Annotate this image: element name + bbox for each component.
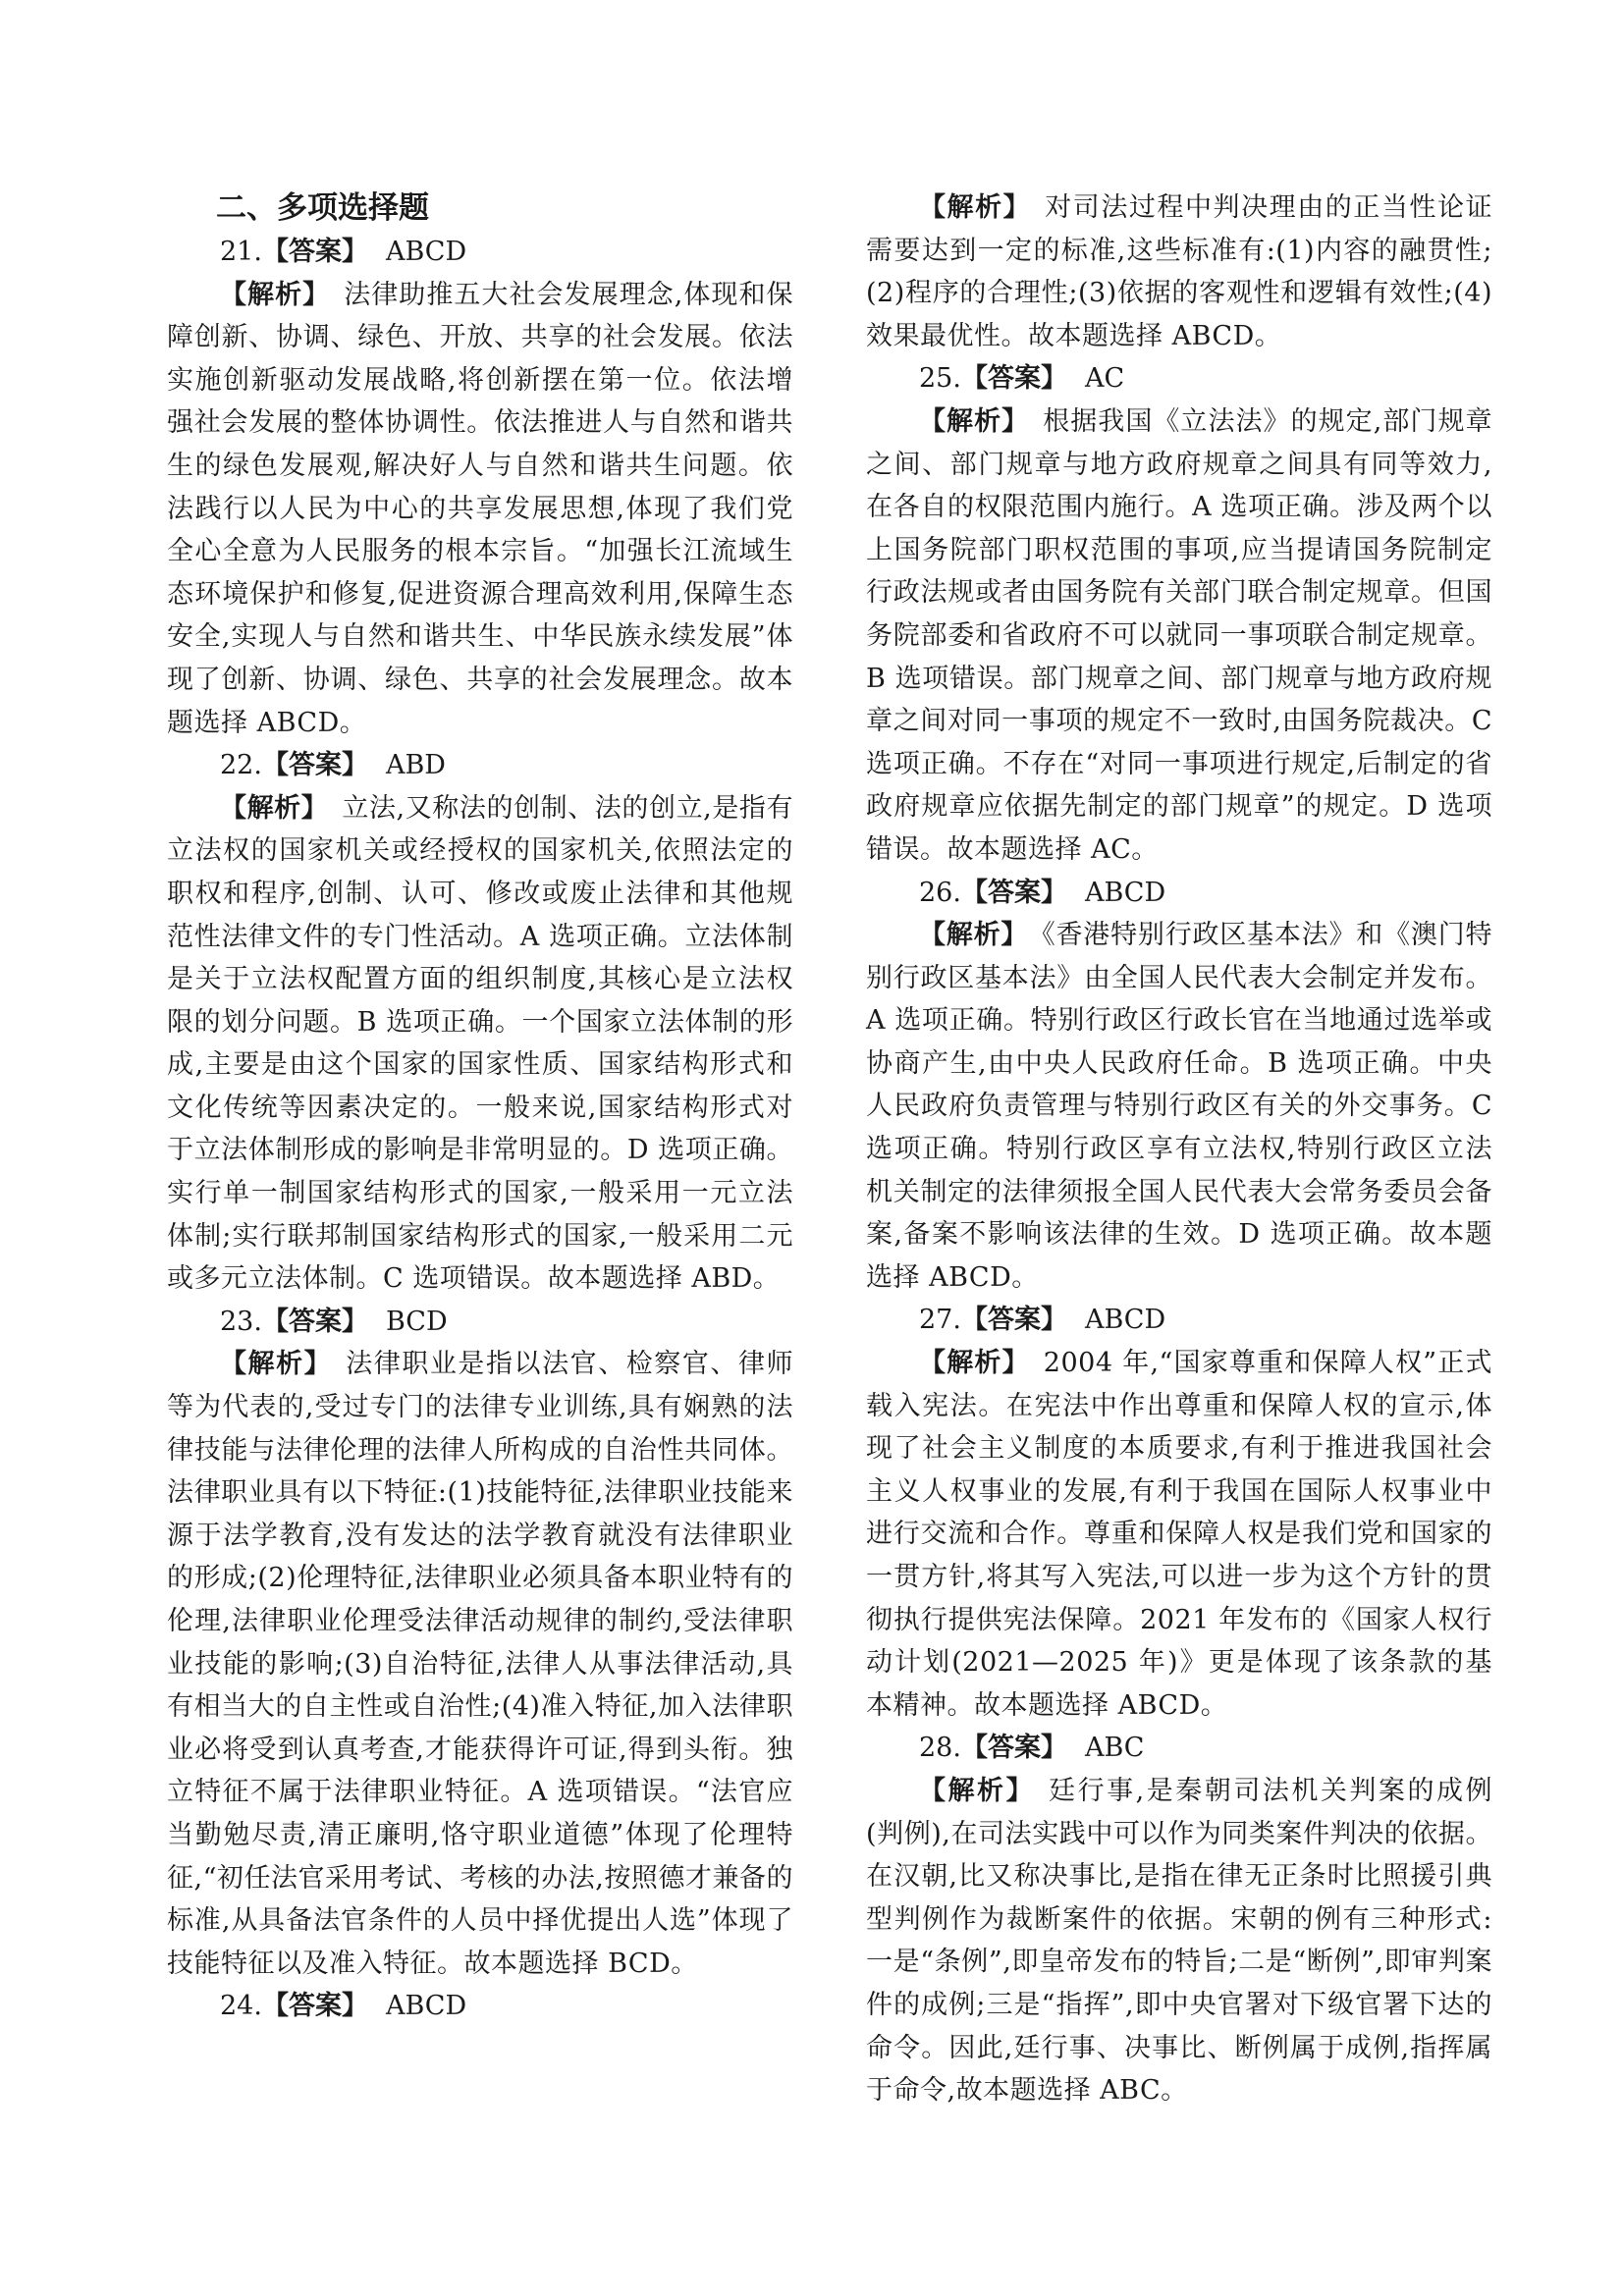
- right-column: [866, 187, 1492, 2189]
- analysis-label: 【解析】: [919, 1775, 1036, 1806]
- analysis-label: 【解析】: [919, 405, 1030, 437]
- answer-label: 【答案】: [960, 363, 1067, 395]
- section-title: 二、多项选择题: [216, 190, 429, 226]
- analysis-label: 【解析】: [220, 1349, 333, 1380]
- answer-value: ABCD: [385, 1991, 467, 2022]
- analysis-label: 【解析】: [220, 792, 329, 824]
- answer-label: 【答案】: [261, 237, 368, 267]
- analysis-label: 【解析】: [919, 920, 1029, 951]
- analysis-text: 根据我国《立法法》的规定,部门规章之间、部门规章与地方政府规章之间具有同等效力,在各自的权限范围内施行。A 选项正确。涉及两个以上国务院部门职权范围的事项,应当提请国务院制定行政法规或者由国务院有关部门联合制定规章。但国务院部委和省政府不可以就同一事项联合制定规章。B 选项错误。部门规章之间、部门规章与地方政府规章之间对同一事项的规定不一致时,由国务院裁决。C 选项正确。不存在“对同一事项进行规定,后制定的省政府规章应依据先制定的部门规章”的规定。D 选项错误。故本题选择 AC。: [866, 405, 1492, 865]
- analysis-paragraph-28: [866, 1770, 1492, 2112]
- analysis-paragraph-21: [167, 274, 793, 745]
- answer-label: 【答案】: [960, 1733, 1067, 1764]
- answer-line-21: [220, 231, 793, 274]
- answer-value: ABCD: [1084, 1305, 1166, 1336]
- answer-value: ABC: [1084, 1733, 1145, 1764]
- question-number: 24.: [220, 1991, 262, 2022]
- answer-line-27: [919, 1299, 1492, 1342]
- question-number: 28.: [919, 1733, 961, 1764]
- analysis-text: 《香港特别行政区基本法》和《澳门特别行政区基本法》由全国人民代表大会制定并发布。A 选项正确。特别行政区行政长官在当地通过选举或协商产生,由中央人民政府任命。B 选项正确。中央人民政府负责管理与特别行政区有关的外交事务。C 选项正确。特别行政区享有立法权,特别行政区立法机关制定的法律须报全国人民代表大会常务委员会备案,备案不影响该法律的生效。D 选项正确。故本题选择 ABCD。: [866, 920, 1493, 1293]
- analysis-paragraph-24: [866, 187, 1492, 357]
- analysis-paragraph-25: [866, 400, 1492, 872]
- question-number: 26.: [919, 877, 961, 908]
- answer-line-25: [919, 357, 1492, 400]
- analysis-label: 【解析】: [220, 279, 331, 310]
- answer-label: 【答案】: [261, 750, 368, 781]
- question-number: 22.: [220, 750, 262, 781]
- answer-value: AC: [1084, 363, 1125, 395]
- analysis-paragraph-27: [866, 1342, 1492, 1727]
- answer-label: 【答案】: [261, 1306, 368, 1337]
- page-content: [167, 187, 1492, 2189]
- analysis-paragraph-22: [167, 787, 793, 1301]
- question-number: 27.: [919, 1305, 961, 1336]
- question-number: 25.: [919, 363, 961, 395]
- answer-value: ABCD: [385, 237, 467, 267]
- answer-line-26: [919, 872, 1492, 915]
- question-number: 23.: [220, 1306, 262, 1337]
- answer-label: 【答案】: [261, 1991, 368, 2022]
- question-number: 21.: [220, 237, 262, 267]
- answer-value: BCD: [385, 1306, 448, 1337]
- analysis-text: 法律职业是指以法官、检察官、律师等为代表的,受过专门的法律专业训练,具有娴熟的法律技能与法律伦理的法律人所构成的自治性共同体。法律职业具有以下特征:(1)技能特征,法律职业技能来源于法学教育,没有发达的法学教育就没有法律职业的形成;(2)伦理特征,法律职业必须具备本职业特有的伦理,法律职业伦理受法律活动规律的制约,受法律职业技能的影响;(3)自治特征,法律人从事法律活动,具有相当大的自主性或自治性;(4)准入特征,加入法律职业必将受到认真考查,才能获得许可证,得到头衔。独立特征不属于法律职业特征。A 选项错误。“法官应当勤勉尽责,清正廉明,恪守职业道德”体现了伦理特征,“初任法官采用考试、考核的办法,按照德才兼备的标准,从具备法官条件的人员中择优提出人选”体现了技能特征以及准入特征。故本题选择 BCD。: [167, 1349, 794, 1979]
- answer-line-22: [220, 744, 793, 787]
- analysis-text: 立法,又称法的创制、法的创立,是指有立法权的国家机关或经授权的国家机关,依照法定的职权和程序,创制、认可、修改或废止法律和其他规范性法律文件的专门性活动。A 选项正确。立法体制是关于立法权配置方面的组织制度,其核心是立法权限的划分问题。B 选项正确。一个国家立法体制的形成,主要是由这个国家的国家性质、国家结构形式和文化传统等因素决定的。一般来说,国家结构形式对于立法体制形成的影响是非常明显的。D 选项正确。实行单一制国家结构形式的国家,一般采用一元立法体制;实行联邦制国家结构形式的国家,一般采用二元或多元立法体制。C 选项错误。故本题选择 ABD。: [167, 792, 794, 1295]
- analysis-text: 2004 年,“国家尊重和保障人权”正式载入宪法。在宪法中作出尊重和保障人权的宣示,体现了社会主义制度的本质要求,有利于推进我国社会主义人权事业的发展,有利于我国在国际人权事业中进行交流和合作。尊重和保障人权是我们党和国家的一贯方针,将其写入宪法,可以进一步为这个方针的贯彻执行提供宪法保障。2021 年发布的《国家人权行动计划(2021—2025 年)》更是体现了该条款的基本精神。故本题选择 ABCD。: [866, 1348, 1492, 1721]
- answer-line-24: [220, 1985, 793, 2028]
- answer-line-28: [919, 1727, 1492, 1770]
- left-column: [167, 187, 793, 2189]
- analysis-label: 【解析】: [919, 192, 1032, 223]
- analysis-paragraph-26: [866, 914, 1492, 1299]
- answer-value: ABCD: [1084, 877, 1166, 908]
- answer-label: 【答案】: [960, 877, 1067, 908]
- analysis-label: 【解析】: [919, 1348, 1030, 1379]
- analysis-text: 廷行事,是秦朝司法机关判案的成例(判例),在司法实践中可以作为同类案件判决的依据。在汉朝,比又称决事比,是指在律无正条时比照援引典型判例作为裁断案件的依据。宋朝的例有三种形式:一是“条例”,即皇帝发布的特旨;二是“断例”,即审判案件的成例;三是“指挥”,即中央官署对下级官署下达的命令。因此,廷行事、决事比、断例属于成例,指挥属于命令,故本题选择 ABC。: [866, 1775, 1492, 2107]
- analysis-text: 法律助推五大社会发展理念,体现和保障创新、协调、绿色、开放、共享的社会发展。依法实施创新驱动发展战略,将创新摆在第一位。依法增强社会发展的整体协调性。依法推进人与自然和谐共生的绿色发展观,解决好人与自然和谐共生问题。依法践行以人民为中心的共享发展思想,体现了我们党全心全意为人民服务的根本宗旨。“加强长江流域生态环境保护和修复,促进资源合理高效利用,保障生态安全,实现人与自然和谐共生、中华民族永续发展”体现了创新、协调、绿色、共享的社会发展理念。故本题选择 ABCD。: [167, 279, 793, 738]
- answer-line-23: [220, 1301, 793, 1344]
- answer-value: ABD: [385, 750, 446, 781]
- analysis-paragraph-23: [167, 1343, 793, 1985]
- answer-label: 【答案】: [960, 1305, 1067, 1336]
- analysis-text: 对司法过程中判决理由的正当性论证需要达到一定的标准,这些标准有:(1)内容的融贯性;(2)程序的合理性;(3)依据的客观性和逻辑有效性;(4)效果最优性。故本题选择 ABCD。: [866, 192, 1493, 351]
